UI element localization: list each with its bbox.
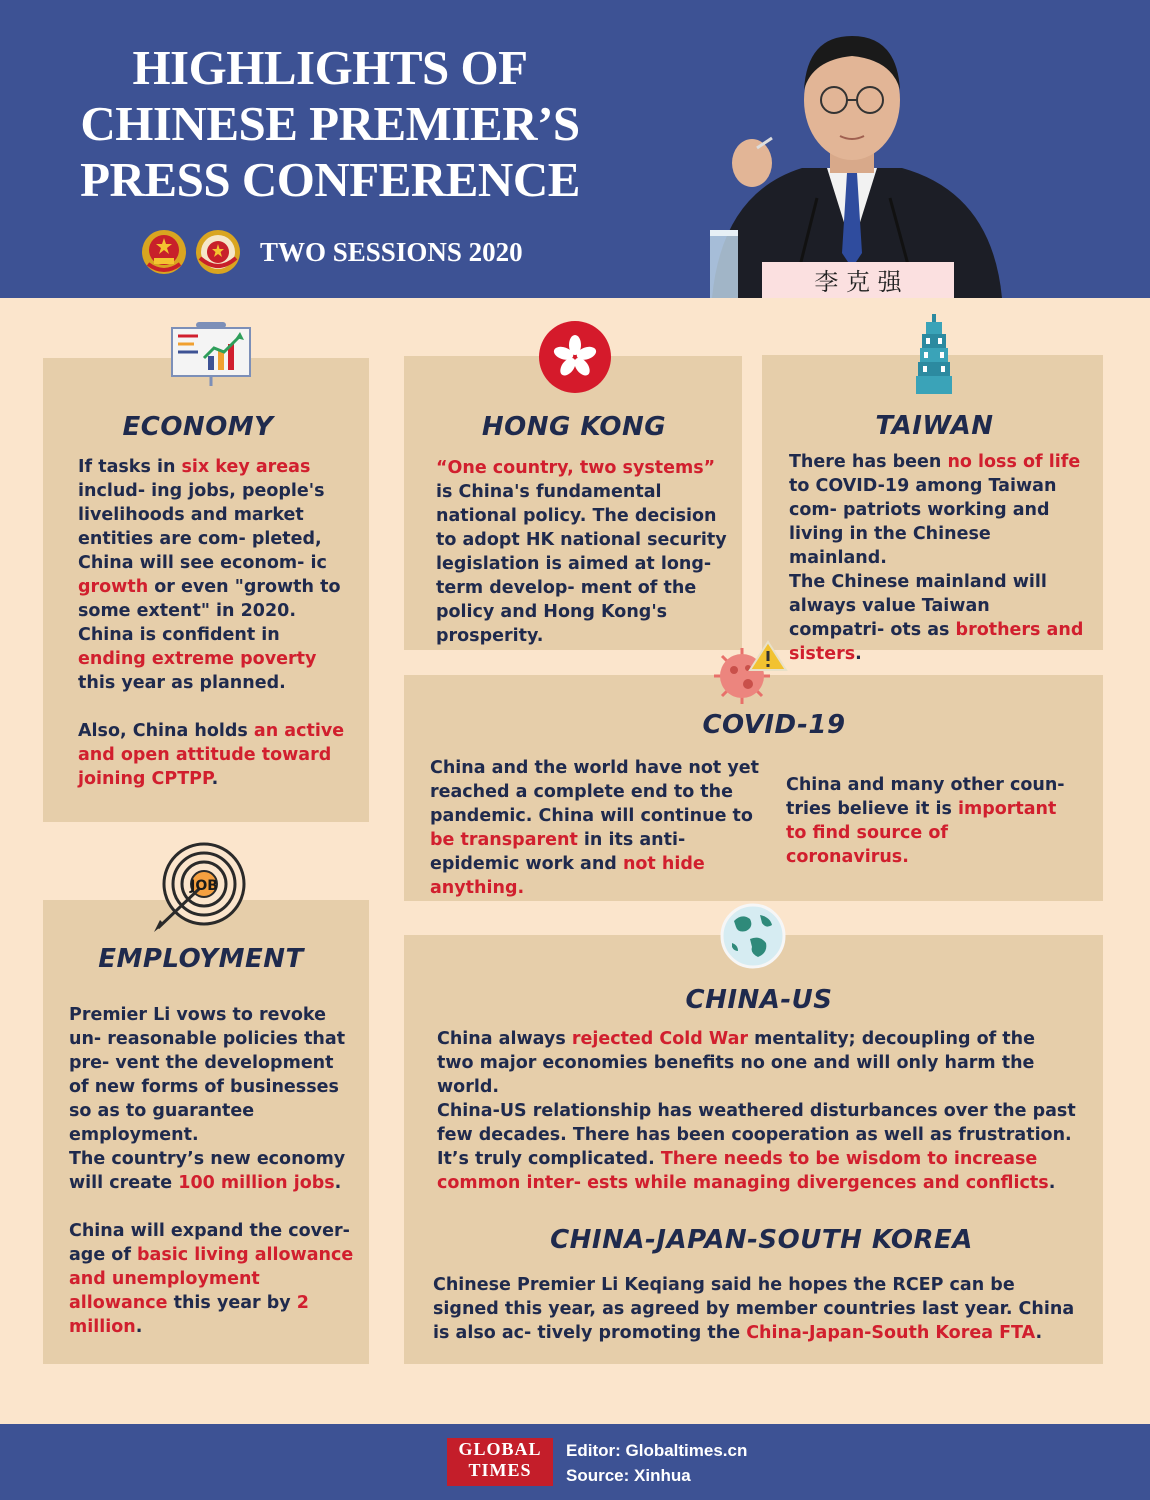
source-credit: Source: Xinhua bbox=[566, 1466, 691, 1485]
economy-paragraph-3: Also, China holds an active and open attitude toward joining CPTPP. bbox=[78, 721, 345, 789]
covid-paragraph-2: China and many other coun- tries believe it is important to find source of coronavirus. bbox=[786, 775, 1065, 867]
economy-paragraph-2: China is confident in ending extreme poverty this year as planned. bbox=[78, 625, 317, 693]
nameplate-text: 李 克 强 bbox=[814, 268, 902, 296]
covid-title: COVID-19 bbox=[702, 710, 846, 740]
footer-bar bbox=[0, 1424, 1150, 1500]
premier-portrait bbox=[692, 18, 1012, 298]
editor-credit: Editor: Globaltimes.cn bbox=[566, 1441, 748, 1460]
employment-paragraph-2: The country’s new economy will create 100 million jobs. bbox=[69, 1149, 346, 1193]
hongkong-paragraph-1: “One country, two systems” is China's fundamental national policy. The decision to adopt HK national security legislation is aimed at long-term develop- ment of the policy and Hong Kong's prosperity. bbox=[436, 458, 727, 646]
job-icon-label: JOB bbox=[190, 878, 218, 894]
title-line-2: CHINESE PREMIER’S bbox=[80, 96, 580, 151]
cjk-paragraph-1: Chinese Premier Li Keqiang said he hopes the RCEP can be signed this year, as agreed by member countries last year. China is also ac- tively promoting the China-Japan-South Korea FTA. bbox=[433, 1275, 1075, 1343]
title-line-1: HIGHLIGHTS OF bbox=[132, 40, 528, 95]
chinaus-paragraph-2: China-US relationship has weathered disturbances over the past few decades. There has been cooperation as well as frustration. It’s truly complicated. There needs to be wisdom to increase common inter- ests while managing divergences and conflicts. bbox=[437, 1101, 1076, 1193]
page-title bbox=[50, 40, 610, 208]
economy-paragraph-1: If tasks in six key areas includ- ing jobs, people's livelihoods and market entities are com- pleted, China will see econom- ic growth or even "growth to some extent" in 2020. bbox=[78, 457, 341, 621]
taiwan-paragraph-2: The Chinese mainland will always value Taiwan compatri- ots as brothers and sisters. bbox=[789, 572, 1084, 664]
economy-title: ECONOMY bbox=[122, 412, 274, 442]
taiwan-paragraph-1: There has been no loss of life to COVID-19 among Taiwan com- patriots working and living in the Chinese mainland. bbox=[789, 452, 1081, 568]
cppcc-emblem-icon bbox=[194, 228, 242, 276]
global-times-logo: GLOBAL TIMES bbox=[447, 1438, 553, 1486]
chart-board-icon bbox=[168, 322, 254, 386]
globe-icon bbox=[720, 903, 786, 969]
employment-title: EMPLOYMENT bbox=[98, 944, 304, 974]
credits bbox=[566, 1438, 747, 1488]
virus-warning-icon bbox=[708, 640, 788, 712]
hongkong-title: HONG KONG bbox=[481, 412, 667, 442]
economy-card bbox=[43, 358, 369, 822]
two-sessions-label: TWO SESSIONS 2020 bbox=[260, 236, 523, 267]
chinaus-paragraph-1: China always rejected Cold War mentality; decoupling of the two major economies benefits no one and will only harm the world. bbox=[437, 1029, 1035, 1097]
job-target-icon bbox=[150, 840, 248, 936]
header-banner bbox=[0, 0, 1150, 298]
title-line-3: PRESS CONFERENCE bbox=[80, 152, 580, 207]
chinaus-title: CHINA-US bbox=[685, 985, 833, 1015]
employment-paragraph-3: China will expand the cover- age of basic living allowance and unemployment allowance this year by 2 million. bbox=[69, 1221, 354, 1337]
chinaus-card bbox=[404, 935, 1103, 1364]
taiwan-card bbox=[762, 355, 1103, 664]
national-emblem-icon bbox=[140, 228, 188, 276]
hongkong-card bbox=[404, 356, 742, 650]
taiwan-title: TAIWAN bbox=[875, 411, 994, 441]
hongkong-flower-icon bbox=[538, 320, 612, 394]
cjk-title: CHINA-JAPAN-SOUTH KOREA bbox=[550, 1225, 973, 1255]
taipei-tower-icon bbox=[912, 314, 958, 396]
employment-card bbox=[43, 900, 369, 1364]
employment-paragraph-1: Premier Li vows to revoke un- reasonable policies that pre- vent the development of new forms of businesses so as to guarantee employment. bbox=[69, 1005, 346, 1145]
two-sessions-row bbox=[140, 226, 523, 278]
covid-paragraph-1: China and the world have not yet reached a complete end to the pandemic. China will continue to be transparent in its anti-epidemic work and not hide anything. bbox=[430, 758, 759, 898]
